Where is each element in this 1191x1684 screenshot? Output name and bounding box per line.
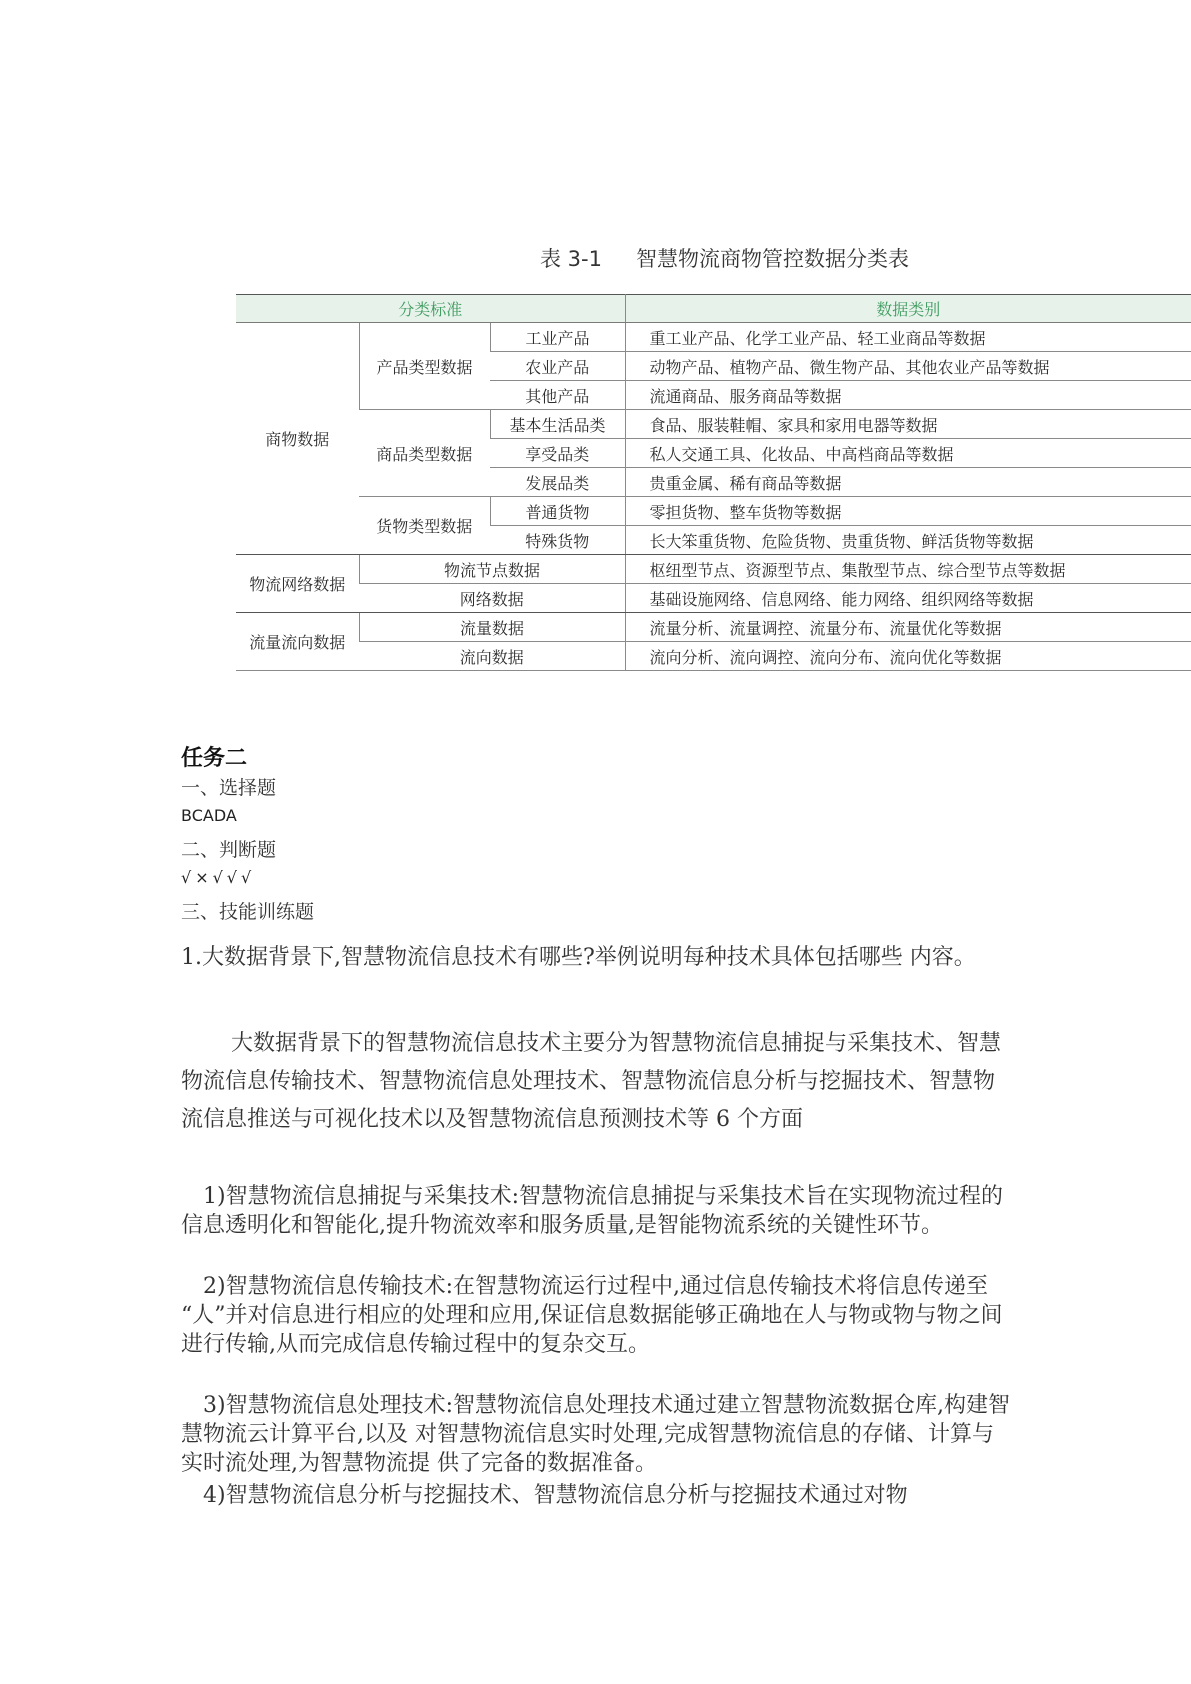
section-true-false: 二、判断题: [181, 839, 277, 861]
row-name: 其他产品: [490, 381, 625, 410]
answer-intro: 大数据背景下的智慧物流信息技术主要分为智慧物流信息捕捉与采集技术、智慧物流信息传输技术、智慧物流信息处理技术、智慧物流信息分析与挖掘技术、智慧物流信息推送与可视化技术以及智慧物流信息预测技术等 6 个方面: [181, 1031, 1002, 1132]
group-network-label: 物流网络数据: [236, 555, 359, 613]
row-desc: 私人交通工具、化妆品、中高档商品等数据: [625, 439, 1191, 468]
table-row: [236, 497, 1191, 526]
row-name: 工业产品: [490, 323, 625, 352]
row-desc: 贵重金属、稀有商品等数据: [625, 468, 1191, 497]
answer-paragraph: 1)智慧物流信息捕捉与采集技术:智慧物流信息捕捉与采集技术旨在实现物流过程的信息透明化和智能化,提升物流效率和服务质量,是智能物流系统的关键性环节。: [181, 1184, 1003, 1238]
row-desc: 重工业产品、化学工业产品、轻工业商品等数据: [625, 323, 1191, 352]
row-desc: 枢纽型节点、资源型节点、集散型节点、综合型节点等数据: [625, 555, 1191, 584]
table-number: 表 3-1: [540, 247, 602, 271]
data-classification-table: [236, 294, 1191, 671]
row-desc: 基础设施网络、信息网络、能力网络、组织网络等数据: [625, 584, 1191, 613]
row-desc: 流通商品、服务商品等数据: [625, 381, 1191, 410]
row-desc: 长大笨重货物、危险货物、贵重货物、鲜活货物等数据: [625, 526, 1191, 555]
header-standard: 分类标准: [236, 295, 625, 323]
row-name: 享受品类: [490, 439, 625, 468]
header-category: 数据类别: [625, 295, 1191, 323]
question-text: 1.大数据背景下,智慧物流信息技术有哪些?举例说明每种技术具体包括哪些 内容。: [181, 945, 976, 970]
subgroup-product-label: 产品类型数据: [359, 323, 490, 410]
row-desc: 流向分析、流向调控、流向分布、流向优化等数据: [625, 642, 1191, 671]
row-name: 物流节点数据: [359, 555, 625, 584]
true-false-answers: √×√√√: [181, 868, 256, 887]
answer-paragraph: 2)智慧物流信息传输技术:在智慧物流运行过程中,通过信息传输技术将信息传递至 “人”并对信息进行相应的处理和应用,保证信息数据能够正确地在人与物或物与物之间 进行传输,从而完成信息传输过程中的复杂交互。: [181, 1274, 1003, 1357]
table-row: [236, 555, 1191, 584]
subgroup-cargo-label: 货物类型数据: [359, 497, 490, 555]
table-row: [236, 642, 1191, 671]
row-desc: 零担货物、整车货物等数据: [625, 497, 1191, 526]
table-caption: [540, 243, 960, 273]
row-name: 特殊货物: [490, 526, 625, 555]
row-desc: 流量分析、流量调控、流量分布、流量优化等数据: [625, 613, 1191, 642]
table-row: [236, 410, 1191, 439]
row-name: 流量数据: [359, 613, 625, 642]
table-row: [236, 584, 1191, 613]
group-flow-label: 流量流向数据: [236, 613, 359, 671]
multiple-choice-answers: BCADA: [181, 806, 237, 825]
row-name: 网络数据: [359, 584, 625, 613]
row-desc: 动物产品、植物产品、微生物产品、其他农业产品等数据: [625, 352, 1191, 381]
table-row: [236, 323, 1191, 352]
row-name: 发展品类: [490, 468, 625, 497]
row-name: 基本生活品类: [490, 410, 625, 439]
table-row: [236, 613, 1191, 642]
answer-paragraph: 3)智慧物流信息处理技术:智慧物流信息处理技术通过建立智慧物流数据仓库,构建智慧物流云计算平台,以及 对智慧物流信息实时处理,完成智慧物流信息的存储、计算与实时流处理,为智慧物流提 供了完备的数据准备。: [181, 1393, 1010, 1476]
row-name: 普通货物: [490, 497, 625, 526]
group-goods-label: 商物数据: [236, 323, 359, 555]
task-title: 任务二: [181, 746, 248, 771]
row-name: 农业产品: [490, 352, 625, 381]
answer-paragraph: 4)智慧物流信息分析与挖掘技术、智慧物流信息分析与挖掘技术通过对物: [203, 1483, 908, 1508]
row-name: 流向数据: [359, 642, 625, 671]
subgroup-commodity-label: 商品类型数据: [359, 410, 490, 497]
table-title: 智慧物流商物管控数据分类表: [635, 247, 909, 271]
row-desc: 食品、服装鞋帽、家具和家用电器等数据: [625, 410, 1191, 439]
section-skill-training: 三、技能训练题: [181, 901, 315, 923]
section-multiple-choice: 一、选择题: [181, 777, 277, 799]
table-header-row: [236, 295, 1191, 323]
